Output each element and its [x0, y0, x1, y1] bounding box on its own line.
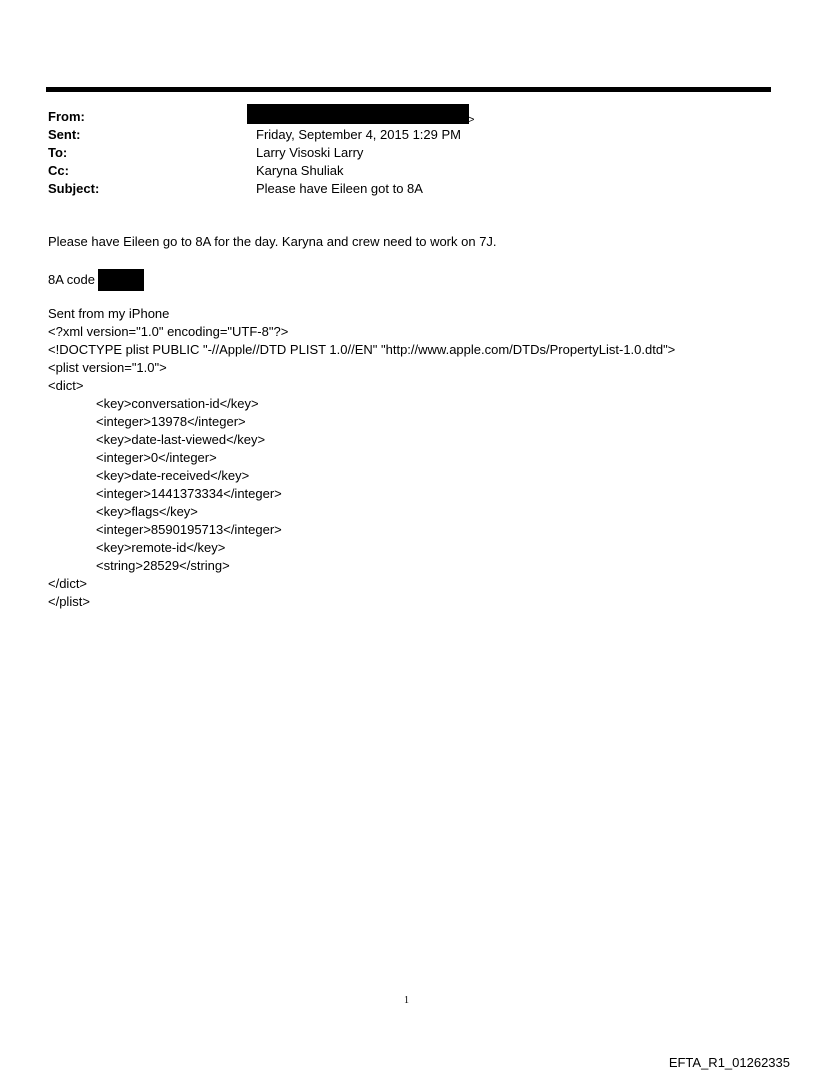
cc-label: Cc:	[48, 163, 69, 178]
sent-row	[48, 126, 748, 144]
redaction-box	[98, 269, 144, 291]
signature: Sent from my iPhone	[48, 306, 170, 321]
xml-line: <plist version="1.0">	[48, 360, 167, 375]
cc-row	[48, 162, 748, 180]
subject-label: Subject:	[48, 181, 100, 196]
code-label: 8A code	[48, 272, 95, 287]
subject-value: Please have Eileen got to 8A	[256, 181, 423, 196]
cc-value: Karyna Shuliak	[256, 163, 344, 178]
dict-line: <key>flags</key>	[96, 504, 198, 519]
bates-number: EFTA_R1_01262335	[668, 1055, 790, 1070]
header-rule	[46, 87, 771, 92]
redaction-box	[247, 104, 469, 124]
dict-line: <integer>13978</integer>	[96, 414, 246, 429]
dict-line: <key>remote-id</key>	[96, 540, 226, 555]
to-value: Larry Visoski Larry	[256, 145, 364, 160]
sent-label: Sent:	[48, 127, 81, 142]
from-trailing-char: >	[468, 114, 475, 126]
dict-line: <integer>0</integer>	[96, 450, 217, 465]
xml-closing-line: </dict>	[48, 576, 88, 591]
dict-line: <key>conversation-id</key>	[96, 396, 259, 411]
xml-line: <!DOCTYPE plist PUBLIC "-//Apple//DTD PLIST 1.0//EN" "http://www.apple.com/DTDs/PropertyList-1.0.dtd">	[48, 342, 676, 357]
to-row	[48, 144, 748, 162]
email-header	[48, 108, 748, 198]
xml-line: <?xml version="1.0" encoding="UTF-8"?>	[48, 324, 289, 339]
dict-line: <integer>8590195713</integer>	[96, 522, 282, 537]
dict-line: <key>date-last-viewed</key>	[96, 432, 266, 447]
subject-row	[48, 180, 748, 198]
xml-line: <dict>	[48, 378, 84, 393]
email-body	[48, 233, 788, 611]
dict-line: <integer>1441373334</integer>	[96, 486, 282, 501]
page-number: 1	[404, 995, 409, 1006]
from-row	[48, 108, 748, 126]
to-label: To:	[48, 145, 68, 160]
message-text: Please have Eileen go to 8A for the day. Karyna and crew need to work on 7J.	[48, 234, 497, 249]
from-label: From:	[48, 109, 85, 124]
xml-closing-line: </plist>	[48, 594, 90, 609]
dict-line: <string>28529</string>	[96, 558, 230, 573]
sent-value: Friday, September 4, 2015 1:29 PM	[256, 127, 461, 142]
dict-line: <key>date-received</key>	[96, 468, 250, 483]
code-line	[48, 269, 788, 291]
